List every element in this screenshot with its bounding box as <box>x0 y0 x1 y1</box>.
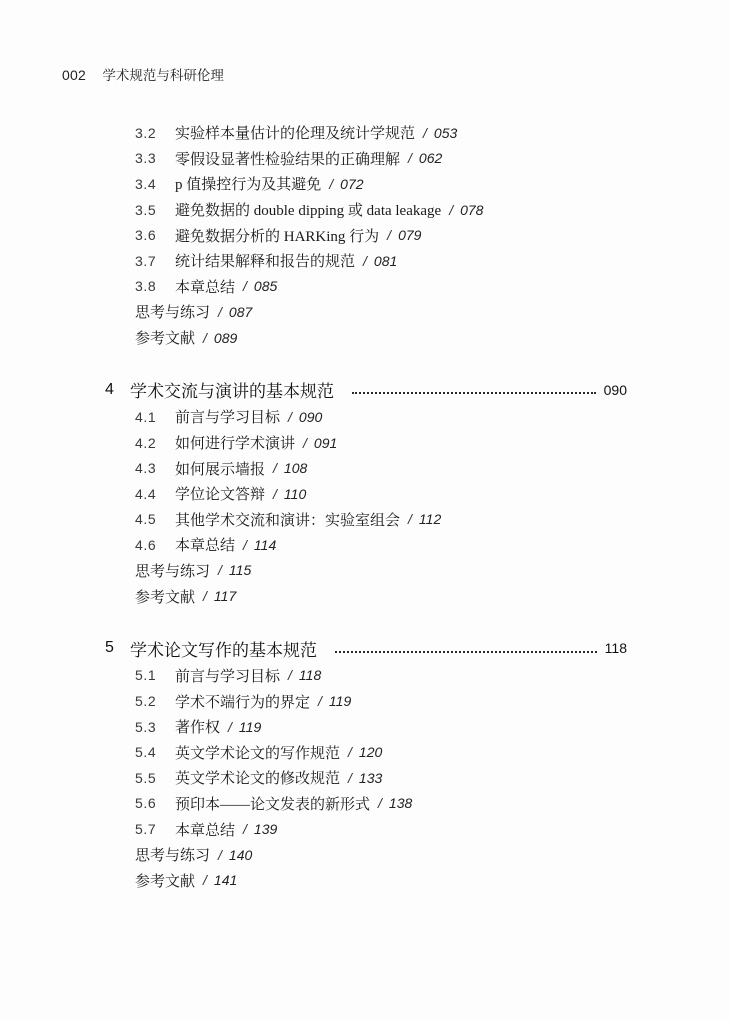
book-title: 学术规范与科研伦理 <box>102 68 224 83</box>
entry-title: 实验样本量估计的伦理及统计学规范 <box>175 126 416 143</box>
toc-entry <box>0 171 730 197</box>
chapter-number: 4 <box>105 380 114 398</box>
page-separator: / <box>348 769 352 786</box>
entry-page: 117 <box>213 588 237 605</box>
toc-entry <box>0 663 730 689</box>
entry-page: 120 <box>358 744 383 761</box>
page-separator: / <box>218 846 222 863</box>
entry-page: 053 <box>433 124 458 141</box>
entry-page: 079 <box>398 227 422 244</box>
toc-entry <box>0 299 730 325</box>
page-separator: / <box>423 124 427 141</box>
entry-title: 思考与练习 <box>135 563 211 580</box>
toc-entry <box>0 688 730 714</box>
toc-entry <box>0 481 730 507</box>
section-number: 3.8 <box>135 278 157 295</box>
toc-entry <box>0 842 730 868</box>
page-separator: / <box>348 744 352 761</box>
toc-entry <box>0 583 730 609</box>
section-number: 3.5 <box>135 201 157 218</box>
toc-entry <box>0 430 730 456</box>
entry-title: 英文学术论文的修改规范 <box>175 771 341 788</box>
entry-title: 如何展示墙报 <box>175 461 266 478</box>
entry-title: 本章总结 <box>175 822 236 839</box>
toc-entry <box>0 765 730 791</box>
entry-title: 如何进行学术演讲 <box>175 436 296 453</box>
entry-page: 119 <box>328 693 352 710</box>
chapter-heading <box>0 377 730 403</box>
page-separator: / <box>228 718 232 735</box>
section-number: 5.2 <box>135 693 157 710</box>
toc-entry <box>0 248 730 274</box>
toc-entry <box>0 120 730 146</box>
toc-entry <box>0 404 730 430</box>
entry-title: 其他学术交流和演讲：实验室组会 <box>175 512 401 529</box>
toc-entry <box>0 714 730 740</box>
entry-page: 140 <box>228 846 253 863</box>
entry-page: 141 <box>213 872 238 889</box>
section-number: 4.5 <box>135 511 157 528</box>
toc-group <box>0 635 730 893</box>
toc-entry <box>0 146 730 172</box>
page-separator: / <box>243 536 247 553</box>
page-separator: / <box>408 511 412 528</box>
chapter-page: 118 <box>604 640 627 657</box>
page-separator: / <box>449 201 454 218</box>
section-number: 3.3 <box>135 150 157 167</box>
toc-entry <box>0 791 730 817</box>
chapter-page: 090 <box>603 381 627 398</box>
entry-page: 090 <box>298 408 323 425</box>
toc-group <box>0 120 730 350</box>
chapter-title: 学术论文写作的基本规范 <box>130 640 317 660</box>
section-number: 3.2 <box>135 124 157 141</box>
toc-entry <box>0 197 730 223</box>
entry-title: 避免数据分析的 HARKing 行为 <box>175 228 380 245</box>
dot-leader <box>335 651 597 653</box>
section-number: 4.4 <box>135 485 157 502</box>
entry-title: 学位论文答辩 <box>175 487 266 504</box>
section-number: 5.4 <box>135 744 157 761</box>
entry-title: 思考与练习 <box>135 848 211 865</box>
entry-title: 避免数据的 double dipping 或 data leakage <box>175 203 442 220</box>
toc-entry <box>0 532 730 558</box>
entry-title: 本章总结 <box>175 279 236 296</box>
entry-title: 学术不端行为的界定 <box>175 694 311 711</box>
entry-page: 081 <box>373 252 398 269</box>
page-separator: / <box>378 795 382 812</box>
entry-page: 114 <box>253 536 277 553</box>
page-separator: / <box>243 821 247 838</box>
page-separator: / <box>363 252 367 269</box>
entry-title: p 值操控行为及其避免 <box>175 177 322 194</box>
page-separator: / <box>273 460 277 477</box>
entry-title: 零假设显著性检验结果的正确理解 <box>175 151 401 168</box>
running-header <box>62 65 224 85</box>
entry-page: 119 <box>238 718 262 735</box>
page-separator: / <box>218 303 222 320</box>
entry-page: 108 <box>283 460 308 477</box>
entry-title: 著作权 <box>175 720 221 737</box>
entry-page: 110 <box>283 485 307 502</box>
entry-page: 062 <box>418 150 443 167</box>
page-separator: / <box>243 278 247 295</box>
entry-page: 115 <box>228 562 252 579</box>
entry-title: 本章总结 <box>175 538 236 555</box>
chapter-heading <box>0 635 730 661</box>
page-separator: / <box>408 150 412 167</box>
page-separator: / <box>273 485 277 502</box>
page-separator: / <box>203 329 207 346</box>
toc-entry <box>0 274 730 300</box>
page-separator: / <box>303 434 307 451</box>
entry-title: 预印本——论文发表的新形式 <box>175 796 371 813</box>
section-number: 5.5 <box>135 769 157 786</box>
toc-entry <box>0 222 730 248</box>
page-separator: / <box>387 227 392 244</box>
entry-title: 参考文献 <box>135 873 196 890</box>
entry-title: 统计结果解释和报告的规范 <box>175 254 356 271</box>
section-number: 5.3 <box>135 718 157 735</box>
entry-page: 118 <box>298 667 322 684</box>
page-separator: / <box>318 693 322 710</box>
section-number: 3.4 <box>135 175 157 192</box>
section-number: 5.6 <box>135 795 157 812</box>
chapter-title: 学术交流与演讲的基本规范 <box>130 382 334 402</box>
entry-title: 英文学术论文的写作规范 <box>175 745 341 762</box>
section-number: 5.7 <box>135 821 157 838</box>
toc-entry <box>0 558 730 584</box>
entry-page: 139 <box>253 821 278 838</box>
page-separator: / <box>218 562 222 579</box>
page-separator: / <box>329 175 334 192</box>
entry-title: 参考文献 <box>135 589 196 606</box>
toc-entry <box>0 325 730 351</box>
dot-leader <box>352 392 596 394</box>
page-separator: / <box>288 408 292 425</box>
section-number: 4.6 <box>135 536 157 553</box>
section-number: 4.1 <box>135 408 157 425</box>
entry-page: 112 <box>418 511 442 528</box>
toc-entry <box>0 507 730 533</box>
toc-entry <box>0 455 730 481</box>
section-number: 4.3 <box>135 460 157 477</box>
entry-title: 参考文献 <box>135 331 196 348</box>
page-number: 002 <box>62 67 86 83</box>
entry-page: 089 <box>213 329 238 346</box>
toc <box>0 120 730 893</box>
section-number: 3.7 <box>135 252 157 269</box>
entry-title: 前言与学习目标 <box>175 410 281 427</box>
page-separator: / <box>288 667 292 684</box>
entry-page: 078 <box>460 201 484 218</box>
entry-page: 085 <box>253 278 278 295</box>
entry-page: 133 <box>358 769 383 786</box>
page-separator: / <box>203 588 207 605</box>
toc-group <box>0 377 730 609</box>
toc-entry <box>0 867 730 893</box>
chapter-number: 5 <box>105 639 114 657</box>
section-number: 5.1 <box>135 667 157 684</box>
entry-title: 前言与学习目标 <box>175 668 281 685</box>
toc-entry <box>0 816 730 842</box>
entry-page: 087 <box>228 303 253 320</box>
entry-page: 138 <box>388 795 413 812</box>
entry-page: 091 <box>313 434 338 451</box>
entry-title: 思考与练习 <box>135 305 211 322</box>
toc-entry <box>0 739 730 765</box>
section-number: 3.6 <box>135 227 157 244</box>
entry-page: 072 <box>340 175 364 192</box>
section-number: 4.2 <box>135 434 157 451</box>
page-separator: / <box>203 872 207 889</box>
